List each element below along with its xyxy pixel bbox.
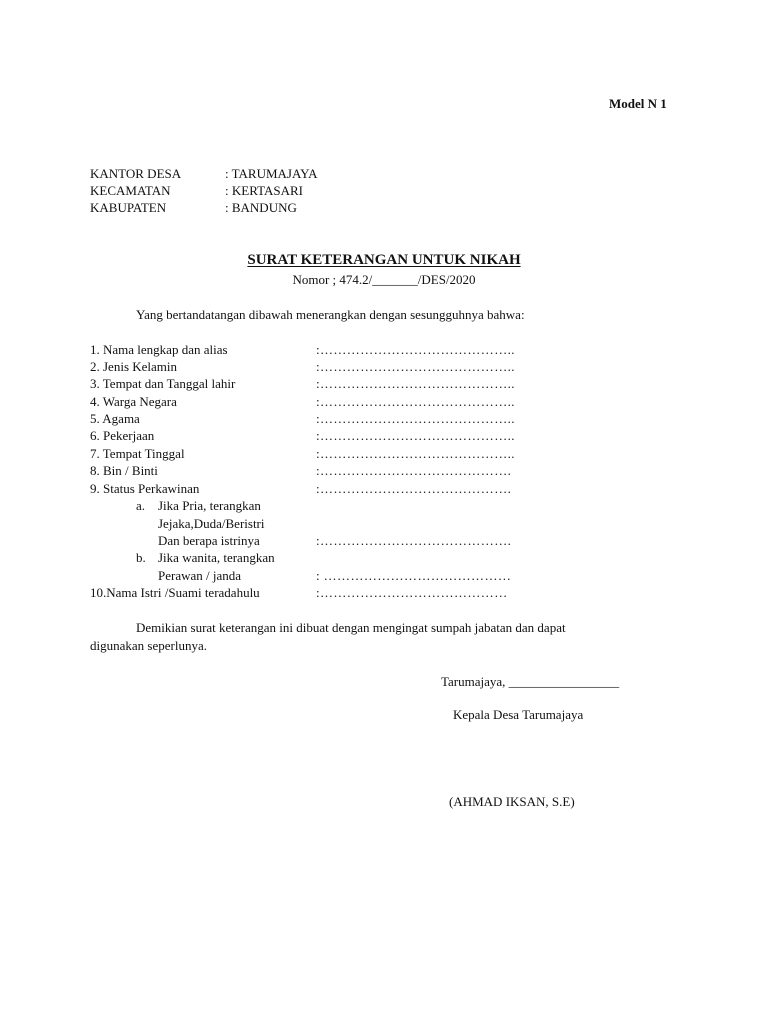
field-label-pekerjaan: 6. Pekerjaan xyxy=(90,428,155,443)
field-blank-status-perkawinan: :……………………………………. xyxy=(316,481,512,496)
document-title: SURAT KETERANGAN UNTUK NIKAH xyxy=(247,252,521,268)
header-label-kantor-desa: KANTOR DESA xyxy=(90,166,182,181)
sub-item-letter-b: b. xyxy=(136,550,146,565)
closing-paragraph-line-2: digunakan seperlunya. xyxy=(90,638,207,653)
field-label-status-perkawinan: 9. Status Perkawinan xyxy=(90,481,200,496)
sub-item-a-line-1: Jika Pria, terangkan xyxy=(158,498,261,513)
header-value-kecamatan: : KERTASARI xyxy=(225,183,303,198)
sub-item-letter-a: a. xyxy=(136,498,146,513)
sub-item-a-line-3: Dan berapa istrinya xyxy=(158,533,260,548)
field-label-tempat-tanggal-lahir: 3. Tempat dan Tanggal lahir xyxy=(90,376,236,391)
field-blank-nama-istri-suami: :…………………………………… xyxy=(316,585,508,600)
field-blank-tempat-tinggal: :…………………………………….. xyxy=(316,446,515,461)
header-label-kabupaten: KABUPATEN xyxy=(90,200,167,215)
field-blank-nama: :…………………………………….. xyxy=(316,342,515,357)
header-label-kecamatan: KECAMATAN xyxy=(90,183,171,198)
field-label-tempat-tinggal: 7. Tempat Tinggal xyxy=(90,446,185,461)
header-value-kantor-desa: : TARUMAJAYA xyxy=(225,166,318,181)
sub-item-a-line-2: Jejaka,Duda/Beristri xyxy=(158,516,265,531)
field-blank-sub-b: : …………………………………… xyxy=(316,568,512,583)
signature-place-date: Tarumajaya, _________________ xyxy=(441,674,620,689)
signature-name: (AHMAD IKSAN, S.E) xyxy=(449,794,575,809)
field-blank-bin-binti: :……………………………………. xyxy=(316,463,512,478)
header-value-kabupaten: : BANDUNG xyxy=(225,200,297,215)
field-label-nama: 1. Nama lengkap dan alias xyxy=(90,342,228,357)
closing-paragraph-line-1: Demikian surat keterangan ini dibuat dengan mengingat sumpah jabatan dan dapat xyxy=(136,620,566,635)
field-blank-warga-negara: :…………………………………….. xyxy=(316,394,515,409)
field-label-warga-negara: 4. Warga Negara xyxy=(90,394,177,409)
field-label-bin-binti: 8. Bin / Binti xyxy=(90,463,158,478)
field-blank-sub-a: :……………………………………. xyxy=(316,533,512,548)
field-label-jenis-kelamin: 2. Jenis Kelamin xyxy=(90,359,178,374)
field-blank-tempat-tanggal-lahir: :…………………………………….. xyxy=(316,376,515,391)
model-label: Model N 1 xyxy=(609,96,667,111)
signature-title: Kepala Desa Tarumajaya xyxy=(453,707,584,722)
field-blank-agama: :…………………………………….. xyxy=(316,411,515,426)
field-blank-pekerjaan: :…………………………………….. xyxy=(316,428,515,443)
sub-item-b-line-1: Jika wanita, terangkan xyxy=(158,550,275,565)
document-number: Nomor ; 474.2/_______/DES/2020 xyxy=(292,272,476,287)
sub-item-b-line-2: Perawan / janda xyxy=(158,568,242,583)
field-label-nama-istri-suami: 10.Nama Istri /Suami teradahulu xyxy=(90,585,260,600)
field-label-agama: 5. Agama xyxy=(90,411,140,426)
intro-paragraph: Yang bertandatangan dibawah menerangkan dengan sesungguhnya bahwa: xyxy=(136,307,525,322)
field-blank-jenis-kelamin: :…………………………………….. xyxy=(316,359,515,374)
